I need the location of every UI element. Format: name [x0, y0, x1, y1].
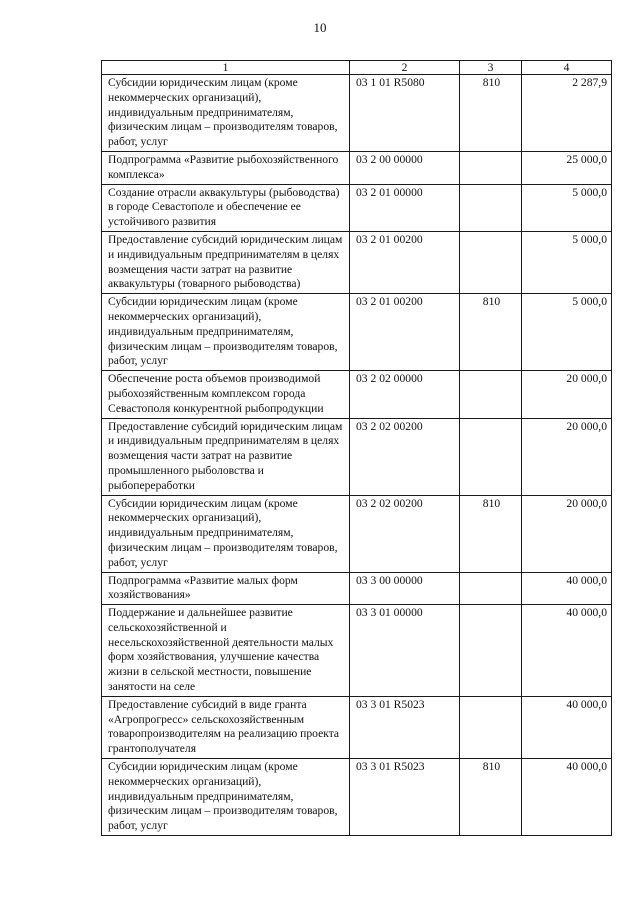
table-row — [102, 371, 612, 418]
table-row — [102, 696, 612, 758]
cell-code: 03 3 00 00000 — [350, 572, 460, 605]
cell-sum: 25 000,0 — [522, 151, 612, 184]
cell-type — [460, 184, 522, 231]
cell-name: Поддержание и дальнейшее развитие сельскохозяйственной и несельскохозяйственной деятельности малых форм хозяйствования, улучшение качества жизни в сельской местности, повышение занятости на селе — [102, 605, 350, 697]
cell-name: Создание отрасли аквакультуры (рыбоводства) в городе Севастополе и обеспечение ее устойчивого развития — [102, 184, 350, 231]
cell-code: 03 2 02 00200 — [350, 418, 460, 495]
cell-type: 810 — [460, 294, 522, 371]
cell-code: 03 2 01 00200 — [350, 294, 460, 371]
budget-table — [101, 60, 612, 836]
cell-code: 03 2 01 00000 — [350, 184, 460, 231]
cell-type: 810 — [460, 75, 522, 152]
table-row — [102, 605, 612, 697]
table-row — [102, 294, 612, 371]
cell-code: 03 3 01 R5023 — [350, 696, 460, 758]
table-row — [102, 231, 612, 293]
cell-name: Субсидии юридическим лицам (кроме некоммерческих организаций), индивидуальным предпринимателям, физическим лицам – производителям товаров, работ, услуг — [102, 759, 350, 836]
cell-type — [460, 418, 522, 495]
cell-name: Предоставление субсидий юридическим лицам и индивидуальным предпринимателям в целях возмещения части затрат на развитие аквакультуры (товарного рыбоводства) — [102, 231, 350, 293]
cell-name: Обеспечение роста объемов производимой рыбохозяйственным комплексом города Севастополя конкурентной рыбопродукции — [102, 371, 350, 418]
header-row — [102, 61, 612, 75]
cell-code: 03 3 01 00000 — [350, 605, 460, 697]
cell-code: 03 1 01 R5080 — [350, 75, 460, 152]
table-body — [102, 75, 612, 836]
cell-name: Субсидии юридическим лицам (кроме некоммерческих организаций), индивидуальным предпринимателям, физическим лицам – производителям товаров, работ, услуг — [102, 495, 350, 572]
cell-sum: 20 000,0 — [522, 418, 612, 495]
cell-code: 03 3 01 R5023 — [350, 759, 460, 836]
column-header-name: 1 — [102, 61, 350, 75]
table-row — [102, 184, 612, 231]
cell-type — [460, 151, 522, 184]
table-row — [102, 572, 612, 605]
table-row — [102, 418, 612, 495]
cell-sum: 40 000,0 — [522, 572, 612, 605]
cell-name: Подпрограмма «Развитие рыбохозяйственного комплекса» — [102, 151, 350, 184]
cell-sum: 5 000,0 — [522, 184, 612, 231]
cell-name: Субсидии юридическим лицам (кроме некоммерческих организаций), индивидуальным предпринимателям, физическим лицам – производителям товаров, работ, услуг — [102, 75, 350, 152]
column-header-code: 2 — [350, 61, 460, 75]
cell-name: Предоставление субсидий в виде гранта «Агропрогресс» сельскохозяйственным товаропроизводителям на реализацию проекта грантополучателя — [102, 696, 350, 758]
table-row — [102, 759, 612, 836]
cell-code: 03 2 01 00200 — [350, 231, 460, 293]
cell-code: 03 2 02 00200 — [350, 495, 460, 572]
table-row — [102, 75, 612, 152]
cell-type — [460, 371, 522, 418]
cell-sum: 20 000,0 — [522, 371, 612, 418]
page-number: 10 — [313, 20, 327, 35]
cell-type: 810 — [460, 495, 522, 572]
table-row — [102, 151, 612, 184]
cell-sum: 40 000,0 — [522, 605, 612, 697]
cell-name: Подпрограмма «Развитие малых форм хозяйствования» — [102, 572, 350, 605]
cell-sum: 5 000,0 — [522, 294, 612, 371]
table-row — [102, 495, 612, 572]
cell-sum: 5 000,0 — [522, 231, 612, 293]
table-header — [102, 61, 612, 75]
cell-type — [460, 605, 522, 697]
cell-name: Предоставление субсидий юридическим лицам и индивидуальным предпринимателям в целях возмещения части затрат на развитие промышленного рыболовства и рыбопереработки — [102, 418, 350, 495]
cell-type — [460, 231, 522, 293]
cell-code: 03 2 00 00000 — [350, 151, 460, 184]
column-header-type: 3 — [460, 61, 522, 75]
cell-type — [460, 572, 522, 605]
cell-type — [460, 696, 522, 758]
cell-name: Субсидии юридическим лицам (кроме некоммерческих организаций), индивидуальным предпринимателям, физическим лицам – производителям товаров, работ, услуг — [102, 294, 350, 371]
cell-sum: 40 000,0 — [522, 696, 612, 758]
cell-sum: 40 000,0 — [522, 759, 612, 836]
cell-code: 03 2 02 00000 — [350, 371, 460, 418]
column-header-sum: 4 — [522, 61, 612, 75]
cell-sum: 20 000,0 — [522, 495, 612, 572]
cell-sum: 2 287,9 — [522, 75, 612, 152]
cell-type: 810 — [460, 759, 522, 836]
